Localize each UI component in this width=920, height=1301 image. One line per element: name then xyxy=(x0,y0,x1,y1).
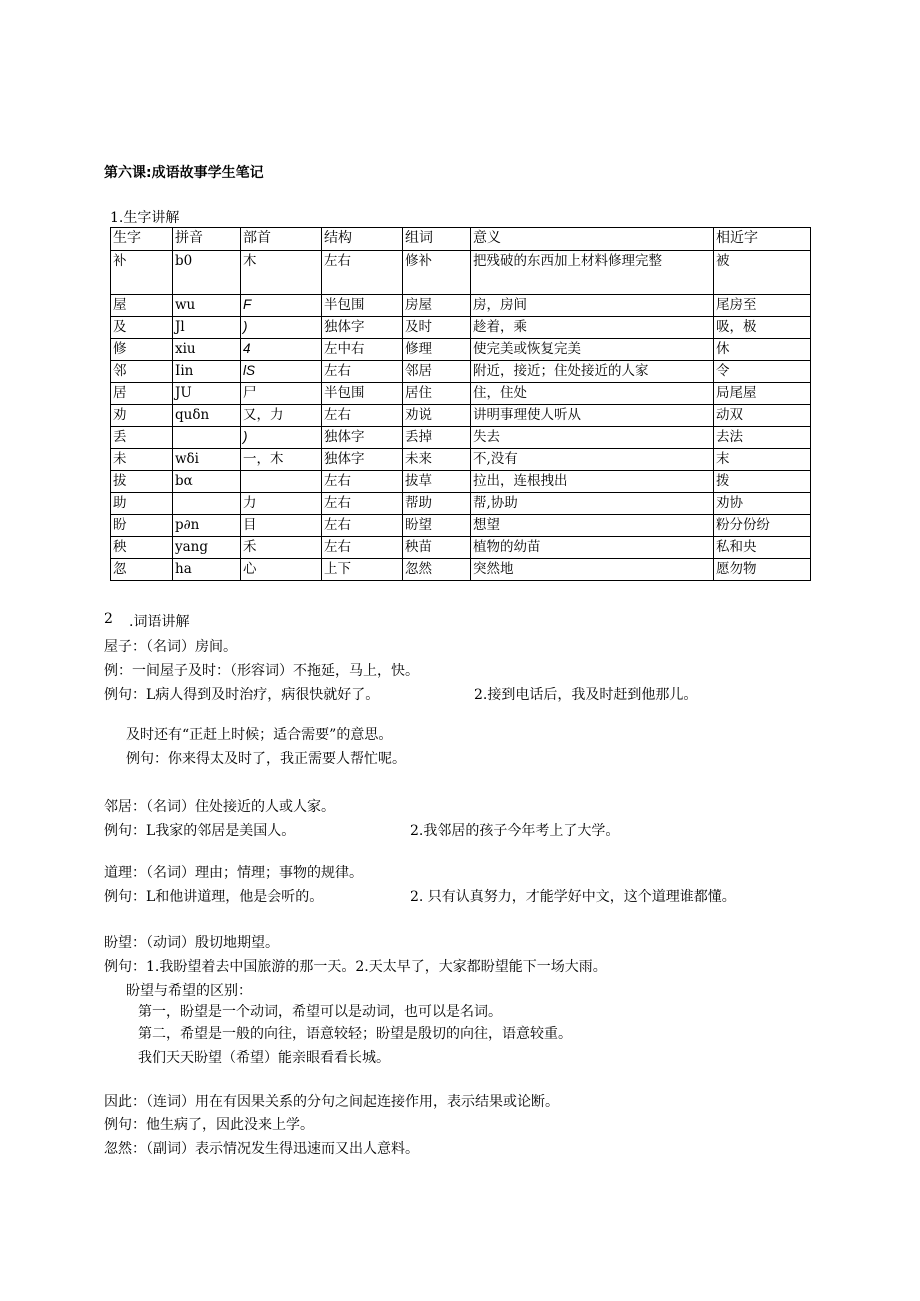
cell-similar: 私和央 xyxy=(714,537,811,559)
text-line: 盼望与希望的区别： xyxy=(126,983,252,999)
text-line: 例句：L我家的邻居是美国人。 xyxy=(104,823,296,839)
cell-radical: lS xyxy=(241,361,322,383)
table-row xyxy=(111,493,811,515)
cell-structure: 独体字 xyxy=(322,427,403,449)
table-row xyxy=(111,383,811,405)
cell-pinyin: JU xyxy=(173,383,241,405)
cell-radical xyxy=(241,471,322,493)
cell-character: 屋 xyxy=(111,295,173,317)
cell-radical: ) xyxy=(241,317,322,339)
text-line: 及时还有“正赶上时候；适合需要”的意思。 xyxy=(126,727,393,743)
text-line: 2. 只有认真努力，才能学好中文，这个道理谁都懂。 xyxy=(410,889,736,905)
cell-structure: 左右 xyxy=(322,405,403,427)
header-pinyin: 拼音 xyxy=(173,228,241,251)
cell-pinyin xyxy=(173,493,241,515)
text-line: 2.接到电话后，我及时赶到他那儿。 xyxy=(474,687,698,703)
cell-structure: 独体字 xyxy=(322,317,403,339)
text-line: 第一，盼望是一个动词，希望可以是动词，也可以是名词。 xyxy=(138,1004,502,1020)
cell-meaning: 使完美或恢复完美 xyxy=(471,339,714,361)
cell-similar: 令 xyxy=(714,361,811,383)
table-row xyxy=(111,559,811,581)
text-line: 因此：（连词）用在有因果关系的分句之间起连接作用，表示结果或论断。 xyxy=(104,1094,559,1110)
text-line: 例：一间屋子及时：（形容词）不拖延，马上，快。 xyxy=(104,663,419,679)
cell-similar: 愿勿物 xyxy=(714,559,811,581)
text-line: 邻居：（名词）住处接近的人或人家。 xyxy=(104,799,335,815)
cell-word: 拔草 xyxy=(403,471,471,493)
cell-similar: 被 xyxy=(714,251,811,295)
cell-similar: 尾房至 xyxy=(714,295,811,317)
cell-similar: 局尾屋 xyxy=(714,383,811,405)
cell-word: 盼望 xyxy=(403,515,471,537)
cell-structure: 左右 xyxy=(322,361,403,383)
header-similar: 相近字 xyxy=(714,228,811,251)
cell-radical: 又，力 xyxy=(241,405,322,427)
table-row xyxy=(111,427,811,449)
cell-character: 丢 xyxy=(111,427,173,449)
cell-structure: 独体字 xyxy=(322,449,403,471)
cell-character: 补 xyxy=(111,251,173,295)
cell-radical: 4 xyxy=(241,339,322,361)
cell-radical: 一，木 xyxy=(241,449,322,471)
cell-pinyin: p∂n xyxy=(173,515,241,537)
cell-pinyin: wδi xyxy=(173,449,241,471)
cell-word: 秧苗 xyxy=(403,537,471,559)
section-2-heading: .词语讲解 xyxy=(129,614,190,630)
cell-structure: 上下 xyxy=(322,559,403,581)
cell-meaning: 突然地 xyxy=(471,559,714,581)
cell-similar: 粉分份纷 xyxy=(714,515,811,537)
cell-radical: 目 xyxy=(241,515,322,537)
table-header-row xyxy=(111,228,811,251)
cell-meaning: 失去 xyxy=(471,427,714,449)
cell-radical: 心 xyxy=(241,559,322,581)
cell-structure: 左右 xyxy=(322,471,403,493)
cell-meaning: 拉出，连根拽出 xyxy=(471,471,714,493)
table-row xyxy=(111,295,811,317)
cell-word: 房屋 xyxy=(403,295,471,317)
cell-word: 忽然 xyxy=(403,559,471,581)
cell-similar: 去法 xyxy=(714,427,811,449)
cell-character: 居 xyxy=(111,383,173,405)
vocabulary-table xyxy=(110,227,811,581)
cell-similar: 拨 xyxy=(714,471,811,493)
cell-word: 未来 xyxy=(403,449,471,471)
cell-radical: 禾 xyxy=(241,537,322,559)
cell-structure: 左右 xyxy=(322,493,403,515)
text-line: 屋子：（名词）房间。 xyxy=(104,639,237,655)
cell-word: 居住 xyxy=(403,383,471,405)
table-row xyxy=(111,251,811,295)
text-line: 忽然：（副词）表示情况发生得迅速而又出人意料。 xyxy=(104,1141,419,1157)
text-line: 盼望：（动词）殷切地期望。 xyxy=(104,935,279,951)
cell-character: 忽 xyxy=(111,559,173,581)
text-line: 道理：（名词）理由；情理；事物的规律。 xyxy=(104,865,363,881)
cell-radical: 木 xyxy=(241,251,322,295)
cell-character: 拔 xyxy=(111,471,173,493)
header-character: 生字 xyxy=(111,228,173,251)
section-2-number: 2 xyxy=(104,611,113,627)
header-structure: 结构 xyxy=(322,228,403,251)
cell-word: 丢掉 xyxy=(403,427,471,449)
cell-meaning: 住，住处 xyxy=(471,383,714,405)
cell-meaning: 趁着，乘 xyxy=(471,317,714,339)
cell-structure: 左右 xyxy=(322,251,403,295)
table-row xyxy=(111,449,811,471)
cell-structure: 左右 xyxy=(322,537,403,559)
text-line: 例句：1.我盼望着去中国旅游的那一天。2.天太早了，大家都盼望能下一场大雨。 xyxy=(104,959,607,975)
cell-pinyin: yang xyxy=(173,537,241,559)
text-line: 2.我邻居的孩子今年考上了大学。 xyxy=(410,823,620,839)
cell-pinyin: xiu xyxy=(173,339,241,361)
table-row xyxy=(111,515,811,537)
cell-meaning: 房，房间 xyxy=(471,295,714,317)
text-line: 我们天天盼望（希望）能亲眼看看长城。 xyxy=(138,1050,390,1066)
table-row xyxy=(111,339,811,361)
cell-structure: 左中右 xyxy=(322,339,403,361)
cell-word: 劝说 xyxy=(403,405,471,427)
cell-character: 盼 xyxy=(111,515,173,537)
text-line: 例句：你来得太及时了，我正需要人帮忙呢。 xyxy=(126,751,406,767)
cell-similar: 末 xyxy=(714,449,811,471)
cell-similar: 休 xyxy=(714,339,811,361)
cell-similar: 劝协 xyxy=(714,493,811,515)
cell-character: 秧 xyxy=(111,537,173,559)
cell-meaning: 不,没有 xyxy=(471,449,714,471)
page-title: 第六课:成语故事学生笔记 xyxy=(104,165,264,181)
cell-meaning: 植物的幼苗 xyxy=(471,537,714,559)
cell-character: 助 xyxy=(111,493,173,515)
cell-meaning: 讲明事理使人听从 xyxy=(471,405,714,427)
cell-word: 邻居 xyxy=(403,361,471,383)
header-radical: 部首 xyxy=(241,228,322,251)
cell-radical: 尸 xyxy=(241,383,322,405)
table-row xyxy=(111,317,811,339)
cell-word: 修补 xyxy=(403,251,471,295)
cell-character: 未 xyxy=(111,449,173,471)
header-meaning: 意义 xyxy=(471,228,714,251)
table-row xyxy=(111,537,811,559)
cell-structure: 半包围 xyxy=(322,295,403,317)
text-line: 例句：L和他讲道理，他是会听的。 xyxy=(104,889,324,905)
section-1-heading: 1.生字讲解 xyxy=(110,210,180,226)
cell-pinyin xyxy=(173,427,241,449)
cell-word: 及时 xyxy=(403,317,471,339)
table-row xyxy=(111,405,811,427)
cell-radical: F xyxy=(241,295,322,317)
cell-character: 邻 xyxy=(111,361,173,383)
cell-radical: ) xyxy=(241,427,322,449)
cell-character: 修 xyxy=(111,339,173,361)
cell-structure: 左右 xyxy=(322,515,403,537)
cell-pinyin: quδn xyxy=(173,405,241,427)
cell-pinyin: b0 xyxy=(173,251,241,295)
cell-character: 劝 xyxy=(111,405,173,427)
cell-pinyin: Jl xyxy=(173,317,241,339)
cell-pinyin: bα xyxy=(173,471,241,493)
cell-meaning: 帮,协助 xyxy=(471,493,714,515)
text-line: 例句：他生病了，因此没来上学。 xyxy=(104,1117,314,1133)
cell-similar: 动双 xyxy=(714,405,811,427)
cell-word: 帮助 xyxy=(403,493,471,515)
cell-pinyin: ha xyxy=(173,559,241,581)
text-line: 第二，希望是一般的向往，语意较轻；盼望是殷切的向往，语意较重。 xyxy=(138,1026,572,1042)
cell-meaning: 附近，接近；住处接近的人家 xyxy=(471,361,714,383)
header-word: 组词 xyxy=(403,228,471,251)
text-line: 例句：L病人得到及时治疗，病很快就好了。 xyxy=(104,687,380,703)
cell-similar: 吸，极 xyxy=(714,317,811,339)
table-row xyxy=(111,361,811,383)
cell-word: 修理 xyxy=(403,339,471,361)
cell-radical: 力 xyxy=(241,493,322,515)
table-row xyxy=(111,471,811,493)
cell-meaning: 把残破的东西加上材料修理完整 xyxy=(471,251,714,295)
cell-character: 及 xyxy=(111,317,173,339)
cell-pinyin: wu xyxy=(173,295,241,317)
cell-pinyin: Iin xyxy=(173,361,241,383)
cell-structure: 半包围 xyxy=(322,383,403,405)
cell-meaning: 想望 xyxy=(471,515,714,537)
